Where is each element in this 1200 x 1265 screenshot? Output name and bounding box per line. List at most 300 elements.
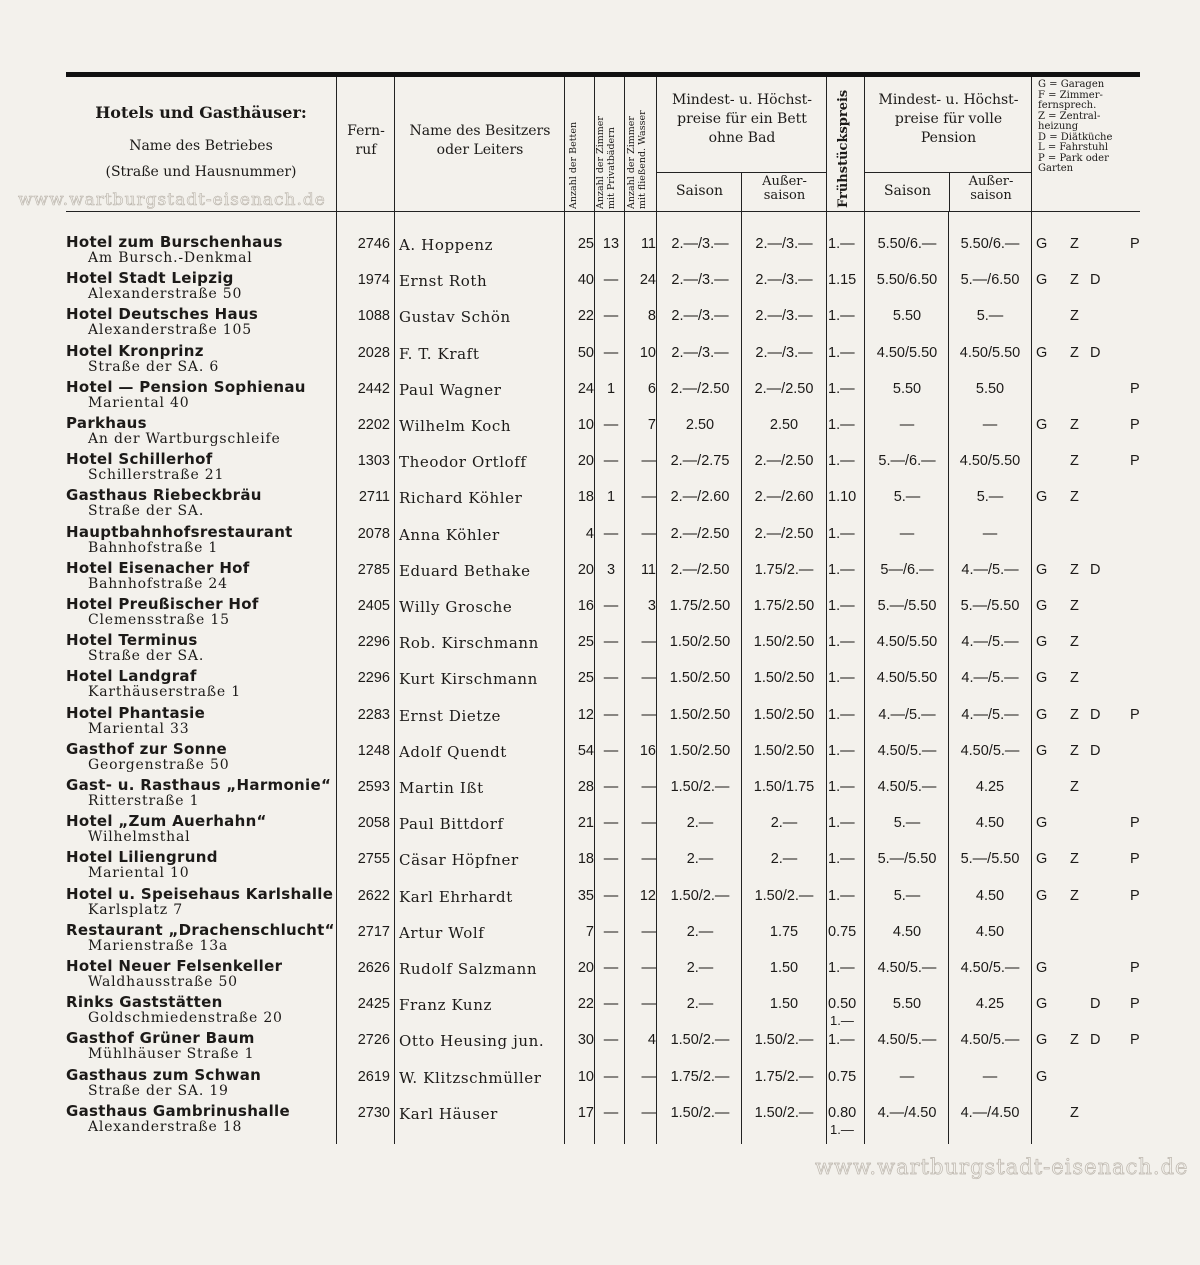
private-bath-cell: — bbox=[603, 996, 619, 1013]
table-row bbox=[0, 305, 1200, 341]
pension-season-cell: 5.—/6.— bbox=[878, 453, 936, 470]
beds-cell: 18 bbox=[577, 489, 594, 506]
table-row bbox=[0, 704, 1200, 740]
phone-cell: 2202 bbox=[357, 417, 390, 433]
private-bath-cell: 3 bbox=[606, 561, 616, 578]
amenity-garage-cell: G bbox=[1036, 417, 1048, 433]
breakfast-cell: 1.— bbox=[828, 561, 855, 578]
table-row bbox=[0, 667, 1200, 703]
private-bath-cell: — bbox=[603, 453, 619, 470]
owner-cell: Adolf Quendt bbox=[399, 742, 507, 761]
business-street: Mariental 10 bbox=[88, 865, 190, 882]
owner-cell: Richard Köhler bbox=[399, 489, 523, 508]
breakfast-cell: 1.— bbox=[828, 598, 855, 614]
header-divider bbox=[826, 77, 827, 212]
beds-cell: 22 bbox=[577, 996, 594, 1013]
business-street: Georgenstraße 50 bbox=[88, 756, 230, 773]
business-street: Straße der SA. 19 bbox=[88, 1082, 229, 1099]
pension-season-cell: — bbox=[899, 417, 915, 433]
pension-offseason-cell: 5.50 bbox=[975, 380, 1005, 397]
private-bath-cell: — bbox=[603, 308, 619, 325]
pension-offseason-cell: 5.—/5.50 bbox=[960, 851, 1020, 868]
amenity-park-cell: P bbox=[1130, 453, 1140, 470]
private-bath-cell: — bbox=[603, 960, 619, 976]
room-season-cell: 2.—/2.60 bbox=[670, 489, 730, 506]
phone-cell: 1974 bbox=[357, 272, 390, 289]
running-water-cell: — bbox=[641, 815, 656, 832]
business-name: Hotel Preußischer Hof bbox=[66, 595, 259, 613]
amenity-heating-cell: Z bbox=[1070, 417, 1079, 433]
amenity-heating-cell: Z bbox=[1070, 272, 1079, 289]
business-name: Hotel Schillerhof bbox=[66, 450, 213, 469]
room-season-cell: 1.50/2.— bbox=[670, 779, 730, 795]
business-name: Gasthaus zum Schwan bbox=[66, 1065, 262, 1084]
owner-cell: Karl Ehrhardt bbox=[399, 887, 513, 906]
header-name-sub2: (Straße und Hausnummer) bbox=[105, 164, 297, 180]
private-bath-cell: — bbox=[603, 598, 619, 614]
table-row bbox=[0, 740, 1200, 776]
table-row bbox=[0, 342, 1200, 378]
table-row bbox=[0, 269, 1200, 305]
breakfast-cell: 1.— bbox=[828, 742, 855, 759]
running-water-cell: — bbox=[641, 923, 656, 940]
header-room-season: Saison bbox=[675, 183, 724, 199]
pension-offseason-cell: 4.—/5.— bbox=[961, 706, 1019, 723]
pension-offseason-cell: 4.50/5.— bbox=[960, 1032, 1020, 1049]
amenity-heating-cell: Z bbox=[1070, 742, 1079, 759]
pension-season-cell: 4.50/5.50 bbox=[876, 634, 938, 651]
breakfast-cell-second-line: 1.— bbox=[830, 1121, 854, 1137]
room-offseason-cell: 2.—/2.50 bbox=[754, 453, 814, 470]
private-bath-cell: — bbox=[603, 272, 619, 289]
pension-offseason-cell: 5.—/5.50 bbox=[960, 598, 1020, 614]
header-breakfast: Frühstückspreis bbox=[836, 89, 851, 208]
amenity-garage-cell: G bbox=[1036, 960, 1048, 976]
amenity-garage-cell: G bbox=[1036, 815, 1048, 832]
room-season-cell: 2.— bbox=[686, 815, 714, 832]
breakfast-cell: 1.— bbox=[828, 960, 855, 976]
owner-cell: Kurt Kirschmann bbox=[399, 670, 538, 689]
room-season-cell: 1.50/2.50 bbox=[669, 670, 731, 687]
phone-cell: 2283 bbox=[357, 706, 390, 723]
pension-season-cell: 4.50/5.— bbox=[877, 1032, 937, 1049]
beds-cell: 20 bbox=[577, 960, 594, 976]
breakfast-cell: 1.— bbox=[828, 417, 855, 433]
room-offseason-cell: 1.50/2.— bbox=[754, 887, 814, 904]
breakfast-cell: 1.— bbox=[828, 344, 855, 361]
business-street: Alexanderstraße 50 bbox=[88, 286, 243, 303]
watermark-bottom: www.wartburgstadt-eisenach.de bbox=[815, 1155, 1189, 1179]
business-street: Marienstraße 13a bbox=[88, 937, 229, 954]
business-name: Hotel Terminus bbox=[66, 631, 198, 650]
pension-season-cell: — bbox=[899, 1068, 915, 1085]
breakfast-cell: 1.— bbox=[828, 236, 855, 252]
table-row bbox=[0, 559, 1200, 595]
breakfast-cell-second-line: 1.— bbox=[830, 1013, 854, 1029]
breakfast-cell: 1.— bbox=[828, 634, 855, 651]
phone-cell: 1303 bbox=[357, 453, 390, 470]
owner-cell: Ernst Roth bbox=[399, 272, 488, 291]
room-offseason-cell: 1.50/2.50 bbox=[753, 670, 815, 687]
private-bath-cell: — bbox=[603, 1104, 619, 1121]
table-row bbox=[0, 921, 1200, 957]
breakfast-cell: 1.— bbox=[828, 380, 855, 397]
business-street: Straße der SA. bbox=[88, 648, 205, 665]
amenity-heating-cell: Z bbox=[1070, 489, 1079, 506]
breakfast-cell: 1.— bbox=[828, 670, 855, 687]
private-bath-cell: 1 bbox=[606, 380, 616, 397]
running-water-cell: 10 bbox=[639, 344, 656, 361]
beds-cell: 40 bbox=[577, 272, 594, 289]
table-row bbox=[0, 1102, 1200, 1138]
header-pension-season: Saison bbox=[883, 183, 932, 199]
breakfast-cell: 1.— bbox=[828, 453, 855, 470]
amenity-garage-cell: G bbox=[1036, 706, 1048, 723]
amenity-garage-cell: G bbox=[1036, 236, 1048, 252]
running-water-cell: 12 bbox=[639, 887, 656, 904]
private-bath-cell: — bbox=[603, 634, 619, 651]
running-water-cell: — bbox=[641, 851, 656, 868]
room-offseason-cell: 1.50/2.50 bbox=[753, 706, 815, 723]
beds-cell: 10 bbox=[577, 1068, 594, 1085]
amenity-heating-cell: Z bbox=[1070, 670, 1079, 687]
pension-season-cell: 4.—/5.— bbox=[878, 706, 936, 723]
beds-cell: 22 bbox=[577, 308, 594, 325]
table-row bbox=[0, 812, 1200, 848]
running-water-cell: — bbox=[641, 453, 656, 470]
business-street: Wilhelmsthal bbox=[88, 829, 191, 846]
phone-cell: 2593 bbox=[357, 779, 390, 795]
pension-season-cell: 5.— bbox=[893, 489, 921, 506]
amenity-garage-cell: G bbox=[1036, 996, 1048, 1013]
breakfast-cell: 0.75 bbox=[828, 923, 857, 940]
business-street: Mühlhäuser Straße 1 bbox=[88, 1046, 255, 1063]
amenity-park-cell: P bbox=[1130, 960, 1140, 976]
room-offseason-cell: 1.75 bbox=[769, 923, 799, 940]
pension-offseason-cell: 4.50/5.50 bbox=[959, 344, 1021, 361]
room-offseason-cell: 2.—/2.60 bbox=[754, 489, 814, 506]
pension-offseason-cell: 4.25 bbox=[975, 779, 1005, 795]
pension-season-cell: 4.50/5.50 bbox=[876, 670, 938, 687]
room-season-cell: 2.50 bbox=[685, 417, 715, 433]
amenity-park-cell: P bbox=[1130, 851, 1140, 868]
room-season-cell: 2.— bbox=[686, 996, 714, 1013]
table-row bbox=[0, 1066, 1200, 1102]
pension-offseason-cell: 4.—/5.— bbox=[961, 634, 1019, 651]
room-season-cell: 1.50/2.50 bbox=[669, 706, 731, 723]
beds-cell: 21 bbox=[577, 815, 594, 832]
phone-cell: 2028 bbox=[357, 344, 390, 361]
pension-offseason-cell: — bbox=[982, 417, 998, 433]
room-offseason-cell: 2.50 bbox=[769, 417, 799, 433]
owner-cell: Paul Bittdorf bbox=[399, 815, 504, 834]
pension-offseason-cell: 4.50/5.— bbox=[960, 742, 1020, 759]
room-season-cell: 2.—/3.— bbox=[671, 344, 729, 361]
amenity-garage-cell: G bbox=[1036, 1032, 1048, 1049]
pension-season-cell: 4.50/5.— bbox=[877, 742, 937, 759]
phone-cell: 1248 bbox=[357, 742, 390, 759]
header-name-sub: Name des Betriebes bbox=[129, 138, 273, 154]
running-water-cell: 3 bbox=[647, 598, 656, 614]
amenity-park-cell: P bbox=[1130, 1032, 1140, 1049]
header-divider bbox=[1031, 77, 1032, 212]
private-bath-cell: 1 bbox=[606, 489, 616, 506]
beds-cell: 4 bbox=[585, 525, 594, 542]
pension-offseason-cell: — bbox=[982, 525, 998, 542]
header-room-offseason: Außer- saison bbox=[762, 174, 807, 204]
amenity-garage-cell: G bbox=[1036, 561, 1048, 578]
pension-season-cell: 4.50/5.50 bbox=[876, 344, 938, 361]
running-water-cell: 7 bbox=[647, 417, 656, 433]
pension-offseason-cell: 4.25 bbox=[975, 996, 1005, 1013]
amenity-park-cell: P bbox=[1130, 996, 1140, 1013]
header-private-baths: Anzahl der Zimmer mit Privatbädern bbox=[595, 116, 617, 209]
running-water-cell: 8 bbox=[647, 308, 656, 325]
pension-offseason-cell: 5.— bbox=[976, 489, 1004, 506]
beds-cell: 20 bbox=[577, 561, 594, 578]
running-water-cell: — bbox=[641, 1104, 656, 1121]
business-name: Gasthof Grüner Baum bbox=[66, 1029, 255, 1048]
amenity-diet-cell: D bbox=[1090, 996, 1101, 1013]
business-name: Hotel u. Speisehaus Karlshalle bbox=[66, 884, 334, 903]
beds-cell: 25 bbox=[577, 236, 594, 252]
phone-cell: 2726 bbox=[357, 1032, 390, 1049]
amenity-diet-cell: D bbox=[1090, 272, 1101, 289]
business-name: Parkhaus bbox=[66, 414, 147, 432]
beds-cell: 35 bbox=[577, 887, 594, 904]
room-offseason-cell: 1.75/2.— bbox=[754, 561, 814, 578]
room-offseason-cell: 2.—/2.50 bbox=[754, 525, 814, 542]
private-bath-cell: 13 bbox=[602, 236, 620, 252]
pension-offseason-cell: 5.— bbox=[976, 308, 1004, 325]
business-name: Hotel Landgraf bbox=[66, 667, 197, 686]
room-season-cell: 1.50/2.— bbox=[670, 1032, 730, 1049]
private-bath-cell: — bbox=[603, 344, 619, 361]
pension-offseason-cell: 4.—/5.— bbox=[961, 670, 1019, 687]
owner-cell: W. Klitzschmüller bbox=[399, 1068, 542, 1087]
business-name: Hotel zum Burschenhaus bbox=[66, 233, 283, 251]
header-bottom-rule bbox=[66, 211, 1140, 212]
room-offseason-cell: 2.— bbox=[770, 851, 798, 868]
table-row bbox=[0, 631, 1200, 667]
pension-season-cell: 5—/6.— bbox=[880, 561, 934, 578]
breakfast-cell: 0.75 bbox=[828, 1068, 857, 1085]
business-street: Alexanderstraße 105 bbox=[88, 322, 252, 339]
phone-cell: 2296 bbox=[357, 634, 390, 651]
business-name: Gasthaus Riebeckbräu bbox=[66, 486, 262, 505]
business-street: Karthäuserstraße 1 bbox=[88, 684, 241, 701]
amenity-heating-cell: Z bbox=[1070, 779, 1079, 795]
room-offseason-cell: 2.— bbox=[770, 815, 798, 832]
owner-cell: A. Hoppenz bbox=[399, 236, 494, 254]
table-row bbox=[0, 378, 1200, 414]
room-season-cell: 2.—/2.50 bbox=[670, 525, 730, 542]
table-row bbox=[0, 414, 1200, 450]
business-street: Karlsplatz 7 bbox=[88, 901, 183, 918]
table-row bbox=[0, 450, 1200, 486]
business-name: Hotel Eisenacher Hof bbox=[66, 558, 250, 577]
table-row bbox=[0, 595, 1200, 631]
phone-cell: 2425 bbox=[357, 996, 390, 1013]
pension-offseason-cell: 4.50 bbox=[975, 887, 1005, 904]
running-water-cell: — bbox=[641, 489, 656, 506]
table-row bbox=[0, 993, 1200, 1029]
phone-cell: 2717 bbox=[357, 923, 390, 940]
amenity-heating-cell: Z bbox=[1070, 851, 1079, 868]
phone-cell: 2405 bbox=[357, 598, 390, 614]
private-bath-cell: — bbox=[603, 525, 619, 542]
pension-season-cell: 5.—/5.50 bbox=[877, 851, 937, 868]
room-offseason-cell: 1.50/2.— bbox=[754, 1104, 814, 1121]
pension-offseason-cell: 4.—/4.50 bbox=[960, 1104, 1020, 1121]
table-row bbox=[0, 848, 1200, 884]
room-offseason-cell: 1.75/2.50 bbox=[753, 598, 815, 614]
header-pension-price: Mindest- u. Höchst- preise für volle Pension bbox=[878, 92, 1019, 146]
room-season-cell: 1.50/2.50 bbox=[669, 742, 731, 759]
breakfast-cell: 1.— bbox=[828, 706, 855, 723]
header-title: Hotels und Gasthäuser: bbox=[95, 103, 307, 122]
amenity-park-cell: P bbox=[1130, 887, 1140, 904]
amenity-garage-cell: G bbox=[1036, 634, 1048, 651]
owner-cell: Willy Grosche bbox=[399, 598, 513, 616]
table-row bbox=[0, 885, 1200, 921]
amenity-heating-cell: Z bbox=[1070, 598, 1079, 614]
pension-season-cell: 5.50/6.— bbox=[877, 236, 937, 252]
business-street: Goldschmiedenstraße 20 bbox=[88, 1010, 283, 1027]
business-street: Mariental 33 bbox=[88, 720, 190, 737]
beds-cell: 30 bbox=[577, 1032, 594, 1049]
phone-cell: 2622 bbox=[357, 887, 390, 904]
running-water-cell: 4 bbox=[647, 1032, 656, 1049]
room-season-cell: 2.— bbox=[686, 851, 714, 868]
beds-cell: 24 bbox=[577, 380, 594, 397]
room-season-cell: 1.50/2.50 bbox=[669, 634, 731, 651]
private-bath-cell: — bbox=[603, 779, 619, 795]
breakfast-cell: 1.— bbox=[828, 308, 855, 325]
header-legend: G = Garagen F = Zimmer- fernsprech. Z = Zentral- heizung D = Diätküche L = Fahrstuhl P = Park oder Garten bbox=[1038, 79, 1113, 174]
breakfast-cell: 1.— bbox=[828, 887, 855, 904]
header-divider bbox=[564, 77, 565, 212]
table-row bbox=[0, 233, 1200, 269]
private-bath-cell: — bbox=[603, 1068, 619, 1085]
phone-cell: 2078 bbox=[357, 525, 390, 542]
room-season-cell: 2.—/2.50 bbox=[670, 380, 730, 397]
running-water-cell: — bbox=[641, 779, 656, 795]
room-season-cell: 1.75/2.— bbox=[670, 1068, 730, 1085]
running-water-cell: 16 bbox=[639, 742, 656, 759]
owner-cell: Ernst Dietze bbox=[399, 706, 501, 725]
pension-offseason-cell: 4.—/5.— bbox=[961, 561, 1019, 578]
private-bath-cell: — bbox=[603, 887, 619, 904]
amenity-heating-cell: Z bbox=[1070, 561, 1079, 578]
room-season-cell: 2.—/2.75 bbox=[670, 453, 730, 470]
pension-offseason-cell: — bbox=[982, 1068, 998, 1085]
room-offseason-cell: 2.—/3.— bbox=[755, 344, 813, 361]
breakfast-cell: 0.50 bbox=[828, 996, 857, 1013]
phone-cell: 2755 bbox=[357, 851, 390, 868]
amenity-garage-cell: G bbox=[1036, 272, 1048, 289]
room-offseason-cell: 1.50/2.— bbox=[754, 1032, 814, 1049]
beds-cell: 7 bbox=[585, 923, 594, 940]
business-name: Hotel Stadt Leipzig bbox=[66, 269, 234, 288]
phone-cell: 2058 bbox=[357, 815, 390, 832]
amenity-garage-cell: G bbox=[1036, 344, 1048, 361]
table-row bbox=[0, 776, 1200, 812]
amenity-heating-cell: Z bbox=[1070, 236, 1079, 252]
beds-cell: 54 bbox=[577, 742, 594, 759]
pension-season-cell: 4.50/5.— bbox=[877, 779, 937, 795]
phone-cell: 2711 bbox=[358, 489, 390, 506]
amenity-park-cell: P bbox=[1130, 417, 1140, 433]
amenity-heating-cell: Z bbox=[1070, 344, 1079, 361]
owner-cell: Rudolf Salzmann bbox=[399, 960, 538, 978]
owner-cell: Theodor Ortloff bbox=[399, 453, 527, 472]
business-name: Hotel — Pension Sophienau bbox=[66, 377, 306, 396]
owner-cell: Martin Ißt bbox=[399, 779, 484, 797]
business-street: Ritterstraße 1 bbox=[88, 793, 200, 809]
amenity-garage-cell: G bbox=[1036, 1068, 1048, 1085]
beds-cell: 12 bbox=[577, 706, 594, 723]
running-water-cell: — bbox=[641, 634, 656, 651]
pension-offseason-cell: 4.50/5.— bbox=[960, 960, 1020, 976]
business-name: Hauptbahnhofsrestaurant bbox=[66, 522, 293, 541]
amenity-diet-cell: D bbox=[1090, 344, 1101, 361]
beds-cell: 20 bbox=[577, 453, 594, 470]
room-offseason-cell: 2.—/3.— bbox=[755, 308, 813, 325]
amenity-heating-cell: Z bbox=[1070, 634, 1079, 651]
phone-cell: 2730 bbox=[357, 1104, 390, 1121]
pension-season-cell: 5.— bbox=[893, 815, 921, 832]
amenity-diet-cell: D bbox=[1090, 1032, 1101, 1049]
phone-cell: 2626 bbox=[357, 960, 390, 976]
header-room-price: Mindest- u. Höchst- preise für ein Bett ohne Bad bbox=[671, 92, 813, 146]
room-offseason-cell: 1.50/2.50 bbox=[753, 742, 815, 759]
running-water-cell: 11 bbox=[640, 236, 656, 252]
beds-cell: 18 bbox=[577, 851, 594, 868]
business-name: Hotel Deutsches Haus bbox=[66, 305, 259, 324]
pension-season-cell: 5.50 bbox=[892, 996, 922, 1013]
amenity-heating-cell: Z bbox=[1070, 453, 1079, 470]
business-name: Hotel Phantasie bbox=[66, 703, 206, 722]
owner-cell: Franz Kunz bbox=[399, 996, 492, 1015]
breakfast-cell: 1.— bbox=[828, 851, 855, 868]
amenity-park-cell: P bbox=[1130, 380, 1140, 397]
business-street: Am Bursch.-Denkmal bbox=[88, 250, 253, 266]
room-offseason-cell: 2.—/2.50 bbox=[754, 380, 814, 397]
beds-cell: 16 bbox=[577, 598, 594, 614]
running-water-cell: — bbox=[641, 996, 656, 1013]
room-season-cell: 2.—/3.— bbox=[671, 272, 729, 289]
pension-season-cell: 5.50 bbox=[892, 308, 922, 325]
private-bath-cell: — bbox=[603, 815, 619, 832]
owner-cell: Gustav Schön bbox=[399, 308, 511, 327]
business-name: Rinks Gaststätten bbox=[66, 993, 223, 1012]
amenity-heating-cell: Z bbox=[1070, 706, 1079, 723]
header-running-water: Anzahl der Zimmer mit fließend. Wasser bbox=[626, 110, 648, 209]
running-water-cell: — bbox=[641, 1068, 656, 1085]
room-season-cell: 1.50/2.— bbox=[670, 887, 730, 904]
breakfast-cell: 1.— bbox=[828, 815, 855, 832]
pension-offseason-cell: 4.50 bbox=[975, 815, 1005, 832]
amenity-heating-cell: Z bbox=[1070, 1032, 1079, 1049]
phone-cell: 2296 bbox=[357, 670, 390, 687]
header-beds: Anzahl der Betten bbox=[568, 121, 579, 209]
running-water-cell: — bbox=[641, 960, 656, 976]
room-season-cell: 2.—/3.— bbox=[671, 236, 729, 252]
amenity-garage-cell: G bbox=[1036, 670, 1048, 687]
business-name: Hotel Neuer Felsenkeller bbox=[66, 957, 283, 975]
amenity-park-cell: P bbox=[1130, 706, 1140, 723]
